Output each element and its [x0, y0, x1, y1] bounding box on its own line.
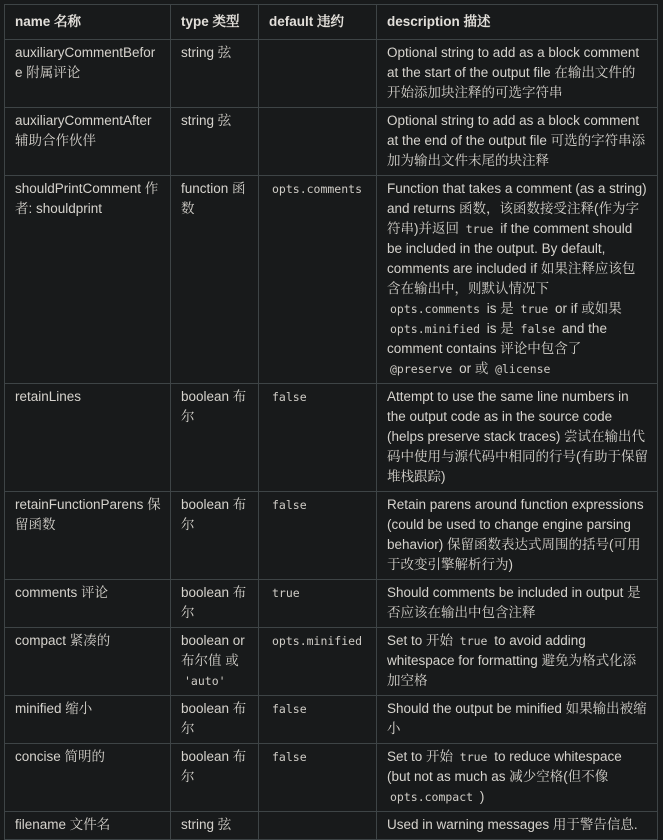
cell-description	[377, 40, 658, 108]
cell-description	[377, 812, 658, 840]
cell-description	[377, 492, 658, 580]
cell-default	[259, 812, 377, 840]
code-segment: @preserve	[390, 362, 453, 376]
cell-description	[377, 628, 658, 696]
cell-name	[5, 696, 171, 744]
cell-name	[5, 812, 171, 840]
cell-type	[171, 744, 259, 812]
cell-name	[5, 580, 171, 628]
code-segment: true	[465, 222, 494, 236]
header-row	[5, 5, 658, 40]
text-segment: comments 评论	[15, 585, 109, 600]
code-segment: true	[459, 750, 488, 764]
cell-type	[171, 580, 259, 628]
cell-type	[171, 108, 259, 176]
table-row	[5, 492, 658, 580]
cell-description	[377, 108, 658, 176]
cell-name	[5, 628, 171, 696]
cell-default	[259, 696, 377, 744]
text-segment: or 或	[455, 361, 493, 376]
text-segment: )	[476, 789, 485, 804]
text-segment: auxiliaryCommentAfter 辅助合作伙伴	[15, 113, 152, 148]
column-header-default: default 违约	[259, 5, 377, 40]
table-row	[5, 812, 658, 840]
table-row	[5, 628, 658, 696]
text-segment: concise 简明的	[15, 749, 106, 764]
text-segment: string 弦	[181, 817, 232, 832]
text-segment: is 是	[483, 321, 518, 336]
table-row	[5, 176, 658, 384]
table-row	[5, 744, 658, 812]
cell-default	[259, 744, 377, 812]
code-segment: false	[272, 390, 307, 404]
code-segment: opts.compact	[390, 790, 474, 804]
table-row	[5, 40, 658, 108]
cell-type	[171, 628, 259, 696]
text-segment: Attempt to use the same line numbers in the output code as in the source code (helps preserve stack traces) 尝试在输出代码中使用与源代码中相同的行号(有助于保留堆栈跟踪)	[387, 389, 648, 484]
cell-type	[171, 176, 259, 384]
cell-default	[259, 580, 377, 628]
column-header-name: name 名称	[5, 5, 171, 40]
text-segment: if the comment should be included in the output. By default, comments are included if 如果注释应该包含在输出中，则默认情况下	[387, 221, 636, 296]
column-header-type: type 类型	[171, 5, 259, 40]
text-segment: boolean 布尔	[181, 585, 247, 620]
text-segment: minified 缩小	[15, 701, 93, 716]
text-segment: Used in warning messages 用于警告信息.	[387, 817, 638, 832]
cell-name	[5, 492, 171, 580]
text-segment: boolean 布尔	[181, 749, 247, 784]
column-header-description: description 描述	[377, 5, 658, 40]
cell-type	[171, 696, 259, 744]
text-segment: string 弦	[181, 113, 232, 128]
code-segment: true	[459, 634, 488, 648]
cell-name	[5, 108, 171, 176]
text-segment: boolean 布尔	[181, 497, 247, 532]
text-segment: function 函数	[181, 181, 246, 216]
text-segment: and the comment contains 评论中包含了	[387, 321, 607, 356]
text-segment: compact 紧凑的	[15, 633, 111, 648]
table-body	[5, 40, 658, 840]
text-segment: Function that takes a comment (as a string) and returns 函数，该函数接受注释(作为字符串)并返回	[387, 181, 647, 236]
text-segment: is 是	[483, 301, 518, 316]
text-segment: retainLines	[15, 389, 82, 404]
code-segment: false	[272, 750, 307, 764]
table-row	[5, 580, 658, 628]
cell-description	[377, 696, 658, 744]
code-segment: true	[272, 586, 300, 600]
cell-type	[171, 384, 259, 492]
text-segment: boolean 布尔	[181, 389, 247, 424]
cell-description	[377, 744, 658, 812]
cell-type	[171, 812, 259, 840]
code-segment: 'auto'	[184, 674, 226, 688]
code-segment: @license	[495, 362, 551, 376]
cell-name	[5, 176, 171, 384]
code-segment: false	[520, 322, 556, 336]
text-segment: to avoid adding whitespace for formatting 避免为格式化添加空格	[387, 633, 637, 688]
code-segment: true	[520, 302, 549, 316]
code-segment: opts.comments	[272, 182, 363, 196]
cell-default	[259, 176, 377, 384]
text-segment: to reduce whitespace (but not as much as 减少空格(但不像	[387, 749, 622, 784]
cell-description	[377, 580, 658, 628]
text-segment: boolean 布尔	[181, 701, 247, 736]
cell-name	[5, 40, 171, 108]
table-row	[5, 696, 658, 744]
code-segment: opts.minified	[390, 322, 481, 336]
table-header	[5, 5, 658, 40]
cell-description	[377, 384, 658, 492]
text-segment: retainFunctionParens 保留函数	[15, 497, 161, 532]
text-segment: or if 或如果	[551, 301, 622, 316]
text-segment: string 弦	[181, 45, 232, 60]
text-segment: Optional string to add as a block comment at the end of the output file 可选的字符串添加为输出文件末尾的块注释	[387, 113, 646, 168]
options-table	[4, 4, 658, 840]
text-segment: Should the output be minified 如果输出被缩小	[387, 701, 647, 736]
text-segment: shouldPrintComment 作者: shouldprint	[15, 181, 159, 216]
text-segment: boolean or 布尔值 或	[181, 633, 245, 668]
table-row	[5, 108, 658, 176]
text-segment: Should comments be included in output 是否应该在输出中包含注释	[387, 585, 641, 620]
text-segment: Set to 开始	[387, 633, 457, 648]
cell-name	[5, 744, 171, 812]
cell-default	[259, 492, 377, 580]
text-segment: Optional string to add as a block comment at the start of the output file 在输出文件的开始添加块注释的可选字符串	[387, 45, 640, 100]
code-segment: false	[272, 702, 307, 716]
cell-description	[377, 176, 658, 384]
code-segment: opts.comments	[390, 302, 481, 316]
text-segment: Retain parens around function expressions (could be used to change engine parsing behavior) 保留函数表达式周围的括号(可用于改变引擎解析行为)	[387, 497, 644, 572]
code-segment: opts.minified	[272, 634, 363, 648]
text-segment: Set to 开始	[387, 749, 457, 764]
cell-default	[259, 40, 377, 108]
text-segment: auxiliaryCommentBefore 附属评论	[15, 45, 156, 80]
cell-default	[259, 628, 377, 696]
code-segment: false	[272, 498, 307, 512]
cell-default	[259, 108, 377, 176]
cell-default	[259, 384, 377, 492]
text-segment: filename 文件名	[15, 817, 111, 832]
cell-type	[171, 492, 259, 580]
table-row	[5, 384, 658, 492]
cell-name	[5, 384, 171, 492]
cell-type	[171, 40, 259, 108]
